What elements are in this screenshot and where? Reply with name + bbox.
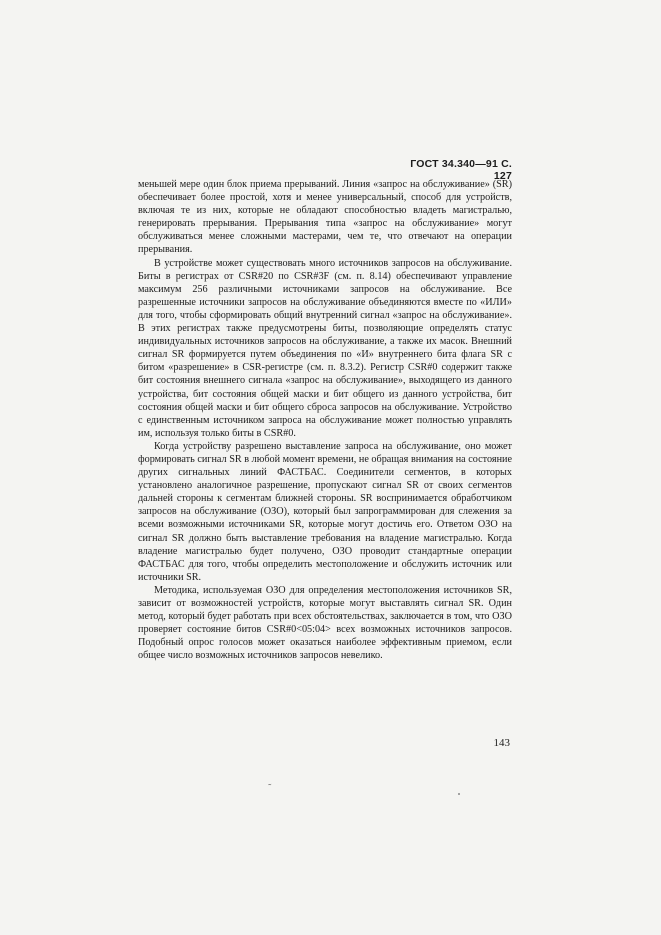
paragraph-2: В устройстве может существовать много источников запросов на обслуживание. Биты в регистрах от CSR#20 по CSR#3F (см. п. 8.14) обеспечивают управление максимум 256 различными источниками запросов на обслуживание. Все разрешенные источники запросов на обслуживание объединяются вместе по «ИЛИ» для того, чтобы сформировать общий внутренний сигнал «запрос на обслуживание». В этих регистрах также предусмотрены биты, позволяющие определять статус индивидуальных источников запросов на обслуживание, а также их масок. Внешний сигнал SR формируется путем объединения по «И» внутреннего бита флага SR с битом «разрешение» в CSR-регистре (см. п. 8.3.2). Регистр CSR#0 содержит также бит состояния внешнего сигнала «запрос на обслуживание», выходящего из данного устройства, бит состояния общей маски и бит общего из данного устройства, бит состояния общей маски и бит общего сброса запросов на обслуживание. Устройство с единственным источником запроса на обслуживание может полностью управлять им, используя только биты в CSR#0.: [138, 257, 512, 439]
body-text: [138, 178, 512, 662]
scan-dot: [458, 793, 460, 795]
paragraph-3: Когда устройству разрешено выставление запроса на обслуживание, оно может формировать сигнал SR в любой момент времени, не обращая внимания на состояние других сигнальных линий ФАСТБАС. Соединители сегментов, в которых установлено аналогичное разрешение, пропускают сигнал SR от своих сегментов дальней стороны к сегментам ближней стороны. SR воспринимается обработчиком запросов на обслуживание (ОЗО), который был запрограммирован для слежения за всеми возможными источниками SR, которые могут достичь его. Ответом ОЗО на сигнал SR должно быть выставление требования на владение магистралью. Когда владение магистралью будет получено, ОЗО проводит стандартные операции ФАСТБАС для того, чтобы определить местоположение и обслужить источник или источники SR.: [138, 440, 512, 583]
paragraph-4: Методика, используемая ОЗО для определения местоположения источников SR, зависит от возможностей устройств, которые могут выставлять сигнал SR. Один метод, который будет работать при всех обстоятельствах, заключается в том, что ОЗО проверяет состояние битов CSR#0<05:04> всех возможных источников запросов. Подобный опрос голосов может оказаться наиболее эффективным приемом, если общее число возможных источников запросов невелико.: [138, 584, 512, 662]
page-number: 143: [493, 737, 510, 749]
paragraph-1: меньшей мере один блок приема прерываний. Линия «запрос на обслуживание» (SR) обеспечивает более простой, хотя и менее универсальный, способ для устройств, включая те из них, которые не обладают способностью владеть магистралью, генерировать прерывания. Прерывания типа «запрос на обслуживание» могут обслуживаться менее сложными мастерами, чем те, что отвечают на операции прерывания.: [138, 179, 512, 256]
scan-mark: ˜: [268, 783, 272, 794]
page-header: ГОСТ 34.340—91 С. 127: [410, 158, 512, 182]
